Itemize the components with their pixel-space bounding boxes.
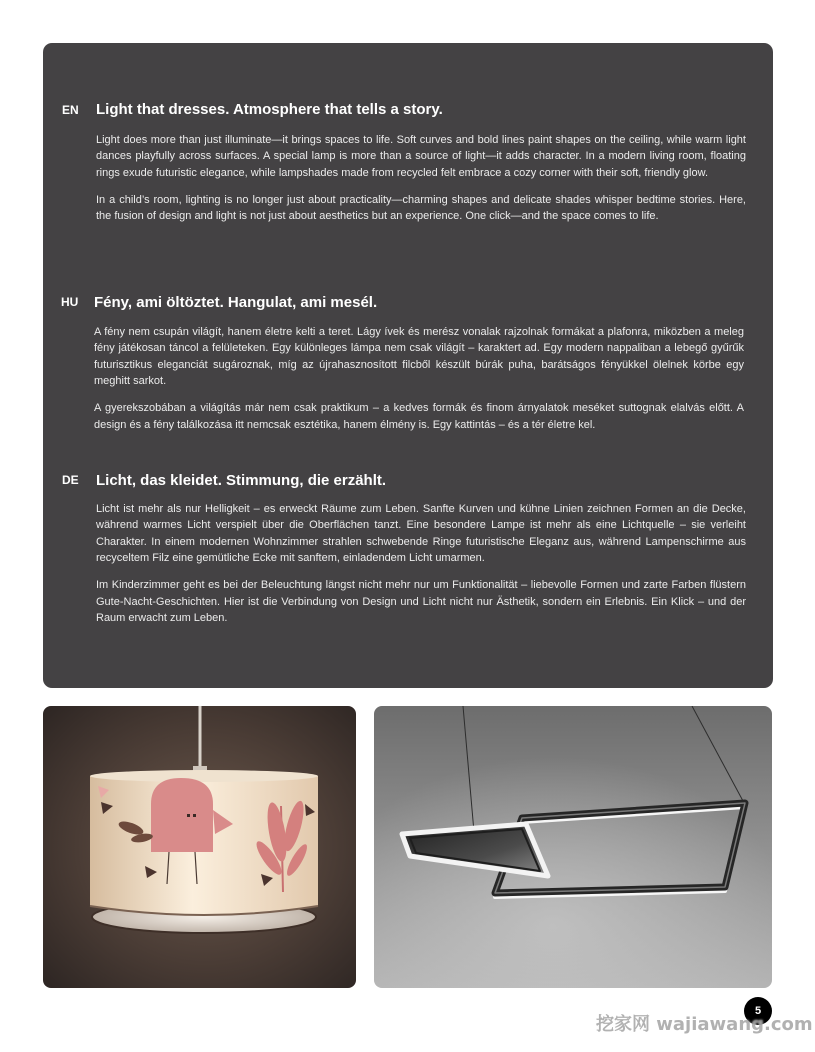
page-number-badge: 5 <box>744 997 772 1025</box>
paragraph-de-2: Im Kinderzimmer geht es bei der Beleuchtung längst nicht mehr nur um Funktionalität – liebevolle Formen und zarte Farben flüstern Gute-Nacht-Geschichten. Hier ist die Verbindung von Design und Licht nicht nur Ästhetik, sondern ein Erlebnis. Ein Klick – und der Raum erwacht zum Leben. <box>96 579 746 624</box>
paragraph-en-1: Light does more than just illuminate—it brings spaces to life. Soft curves and bold lines paint shapes on the ceiling, while warm light dances playfully across surfaces. A special lamp is more than a source of light—it adds character. In a modern living room, floating rings exude futuristic elegance, while lampshades made from recycled felt embrace a cozy corner with their soft, friendly glow. <box>96 134 746 179</box>
section-de <box>43 471 773 661</box>
photo-drum-pendant-lamp <box>43 706 356 988</box>
watermark-cjk: 挖家网 <box>596 1014 650 1035</box>
led-pendant-illustration <box>374 706 772 988</box>
drum-lamp-illustration <box>43 706 356 988</box>
paragraph-en-2: In a child’s room, lighting is no longer just about practicality—charming shapes and delicate shades whisper bedtime stories. Here, the fusion of design and light is not just about aesthetics but an experience. One click—and the space comes to life. <box>96 193 746 223</box>
lang-label-hu: HU <box>61 295 79 309</box>
section-heading-hu: Fény, ami öltöztet. Hangulat, ami mesél. <box>94 294 378 311</box>
lang-label-en: EN <box>62 103 79 117</box>
section-heading-en: Light that dresses. Atmosphere that tells a story. <box>96 101 443 118</box>
section-en <box>43 100 773 290</box>
section-hu <box>43 293 773 483</box>
content-panel <box>43 43 773 688</box>
paragraph-hu-2: A gyerekszobában a világítás már nem csak praktikum – a kedves formák és finom árnyalatok meséket suttognak elalvás előtt. A design és a fény találkozása itt nemcsak esztétika, hanem élmény is. Egy kattintás – és a tér életre kel. <box>94 402 744 431</box>
lamp-shade-top <box>90 770 318 782</box>
paragraph-de-1: Licht ist mehr als nur Helligkeit – es erweckt Räume zum Leben. Sanfte Kurven und kühne Linien zeichnen Formen an die Decke, während warmes Licht verspielt über die Oberflächen tanzt. Eine besondere Lampe ist mehr als eine Lichtquelle – sie verleiht Charakter. In einem modernen Wohnzimmer strahlen schwebende Ringe futuristische Eleganz aus, während Lampenschirme aus recyceltem Filz eine gemütliche Ecke mit sanftem, einladendem Licht umarmen. <box>96 503 746 565</box>
section-heading-de: Licht, das kleidet. Stimmung, die erzählt. <box>96 472 387 489</box>
section-body-de <box>96 501 746 637</box>
watermark <box>596 1013 813 1037</box>
watermark-latin: wajiawang.com <box>656 1014 813 1035</box>
lang-label-de: DE <box>62 473 79 487</box>
section-body-hu <box>94 324 744 443</box>
paragraph-hu-1: A fény nem csupán világít, hanem életre kelti a teret. Lágy ívek és merész vonalak rajzolnak formákat a plafonra, miközben a meleg fény játékosan táncol a felületeken. Egy különleges lámpa nem csak világít – karaktert ad. Egy modern nappaliban a lebegő gyűrűk futurisztikus eleganciát sugároznak, míg az újrahasznosított filcből készült búrák puha, barátságos fényükkel ölelnek körbe egy meghitt sarkot. <box>94 326 744 388</box>
section-body-en <box>96 132 746 235</box>
photo-led-ring-pendant <box>374 706 772 988</box>
